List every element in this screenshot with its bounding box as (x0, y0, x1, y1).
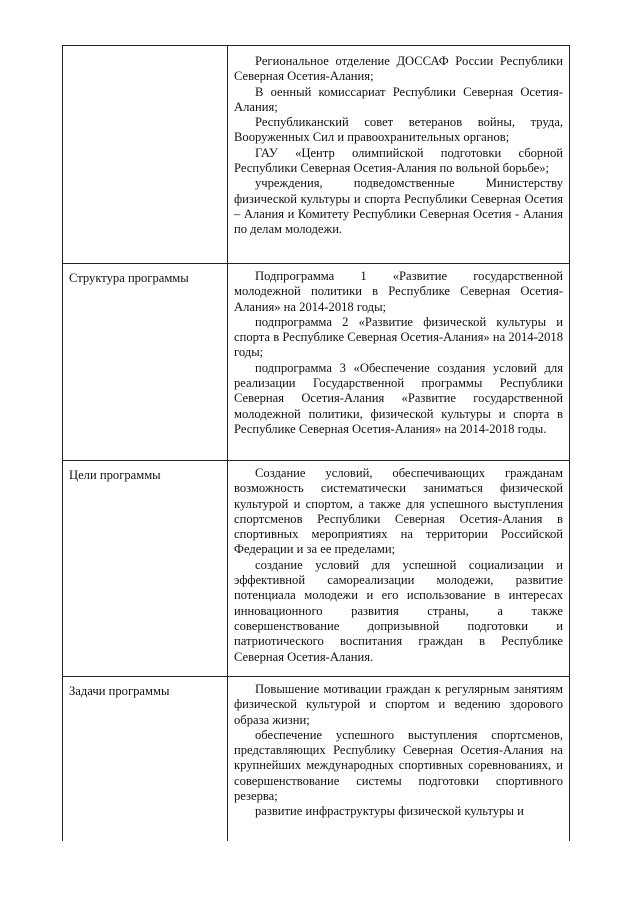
structure-paragraph: подпрограмма 3 «Обеспечение создания условий для реализации Государственной программы Республики Северная Осетия-Алания «Развитие государственной молодежной политики, физической культуры и спорта в Республике Северная Осетия-Алания» на 2014-2018 годы. (234, 360, 563, 436)
table-row (63, 264, 570, 461)
tasks-paragraph: развитие инфраструктуры физической культуры и (255, 804, 524, 819)
tasks-paragraph: Повышение мотивации граждан к регулярным занятиям физической культурой и спортом и ведению здорового образа жизни; (234, 682, 563, 727)
row-content-cell (228, 46, 570, 264)
participant-paragraph: Региональное отделение ДОССАФ России Республики Северная Осетия-Алания; (234, 54, 563, 84)
participant-paragraph: В оенный комиссариат Республики Северная Осетия-Алания; (234, 84, 563, 114)
table-row (63, 677, 570, 842)
row-label-cell (63, 46, 228, 264)
row-label-cell (63, 461, 228, 677)
goals-paragraph: создание условий для успешной социализации и эффективной самореализации молодежи, развитие потенциала молодежи и его использование в интересах инновационного развития страны, а также совершенствование допризывной подготовки и патриотического воспитания граждан в Республике Северная Осетия-Алания. (234, 557, 563, 664)
participant-paragraph: Республиканский совет ветеранов войны, труда, Вооруженных Сил и правоохранительных органов; (234, 115, 563, 145)
structure-paragraph: Подпрограмма 1 «Развитие государственной молодежной политики в Республике Северная Осетия-Алания» на 2014-2018 годы; (234, 269, 563, 314)
goals-paragraph: Создание условий, обеспечивающих гражданам возможность систематически заниматься физической культурой и спортом, а также для успешного выступления спортсменов Республики Северная Осетия-Алания в спортивных мероприятиях на территории Российской Федерации и за ее пределами; (234, 466, 563, 557)
row-label-cell (63, 677, 228, 842)
row-label-cell (63, 264, 228, 461)
row-content-cell (228, 264, 570, 461)
table-row (63, 461, 570, 677)
row-label-tasks: Задачи программы (69, 684, 170, 698)
structure-paragraph: подпрограмма 2 «Развитие физической культуры и спорта в Республике Северная Осетия-Алания» на 2014-2018 годы; (234, 314, 563, 360)
row-label-structure: Структура программы (69, 271, 189, 285)
row-label-goals: Цели программы (69, 468, 161, 482)
row-label (63, 46, 227, 52)
participant-paragraph: учреждения, подведомственные Министерству физической культуры и спорта Республики Северная Осетия – Алания и Комитету Республики Северная Осетия - Алания по делам молодежи. (234, 176, 563, 237)
row-content-cell (228, 461, 570, 677)
row-content-cell (228, 677, 570, 842)
table-row (63, 46, 570, 264)
tasks-paragraph: обеспечение успешного выступления спортсменов, представляющих Республику Северная Осетия-Алания на крупнейших международных спортивных соревнованиях, и совершенствование системы подготовки спортивного резерва; (234, 727, 563, 804)
participant-paragraph: ГАУ «Центр олимпийской подготовки сборной Республики Северная Осетия-Алания по вольной борьбе»; (234, 145, 563, 176)
program-passport-table (62, 45, 570, 841)
